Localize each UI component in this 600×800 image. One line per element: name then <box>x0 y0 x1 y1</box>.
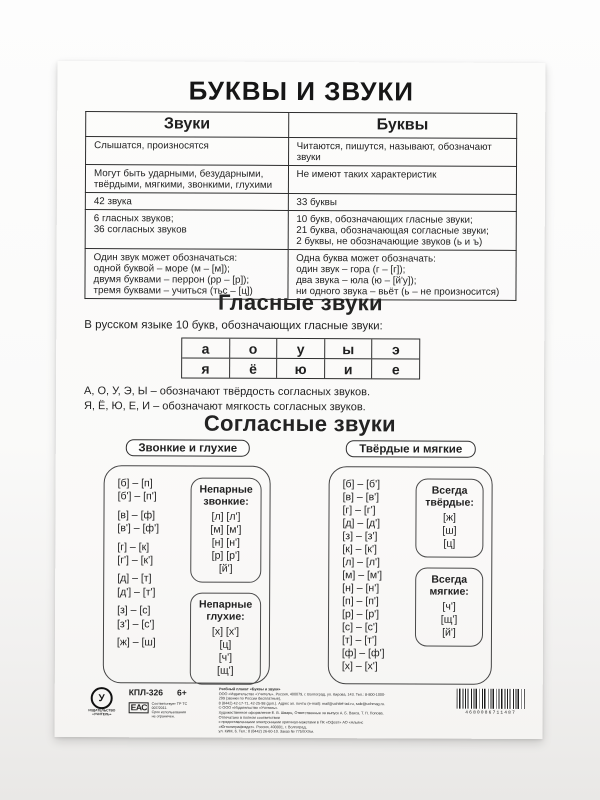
vowel-cell: о <box>229 339 277 358</box>
vowel-cell: ю <box>276 359 324 378</box>
eac-mark-icon: ЕАС <box>129 702 149 713</box>
unpaired-voiced-list <box>194 511 257 576</box>
sound-item: [ц] <box>219 638 232 651</box>
sound-item: [щ'] <box>217 664 234 677</box>
vowel-cell: у <box>276 339 324 358</box>
sound-item: [ц] <box>443 537 456 550</box>
poster-title: БУКВЫ И ЗВУКИ <box>188 75 415 107</box>
imprint-line: ул. КИМ, 6. Тел.: 8 (8442) 26-60-10. Заказ № 775/ХХХм. <box>218 730 314 735</box>
pair-group <box>342 478 409 673</box>
note-soft-vowels: Я, Ё, Ю, Е, И – обозначают мягкость согласных звуков. <box>83 399 366 413</box>
sound-pair: [д] – [д'] <box>342 517 381 530</box>
product-code: КПЛ-326 <box>128 687 164 698</box>
sound-item: [ш] <box>442 524 457 537</box>
sound-pair: [р] – [р'] <box>342 608 380 621</box>
cell-sounds: 6 гласных звуков; 36 согласных звуков <box>85 210 288 250</box>
sound-item: [ч'] <box>442 600 456 613</box>
uchitel-logo-icon <box>91 687 113 709</box>
vowel-cell: я <box>201 360 210 377</box>
sound-pair: [з] – [с] <box>117 604 151 617</box>
publisher-strip <box>82 687 526 765</box>
imprint-line: ООО «Издательство «Учитель». Россия, 400079, г. Волгоград, ул. Кирова, 143. Тел.: 8-800-1000-299 (звонки по России бесплатные), <box>218 692 386 702</box>
table-row <box>85 210 516 251</box>
sound-pair: [г] – [к] <box>117 540 150 553</box>
pair-group <box>118 477 184 504</box>
table-row <box>85 165 516 195</box>
imprint-line: Художественное оформление Е. В. Шварц. Ответственные за выпуск А. Б. Вакса, Т. П. Попова. Отпечатано в полном соответствии <box>218 711 384 720</box>
sound-item: [ж] <box>443 511 456 524</box>
sound-item: [н] [н'] <box>211 536 240 549</box>
imprint-line: с предоставленными электронными оригинал-макетами в ПК «Офсет» АО «Альянс «Югполиграфиздат». Россия, 400001, г. Волгоград, <box>218 720 364 730</box>
hard-soft-pairs-column <box>342 478 409 675</box>
code-row <box>129 687 215 697</box>
imprint-lines <box>219 688 387 736</box>
sound-item: [л] [л'] <box>211 510 241 523</box>
pair-group <box>117 509 183 536</box>
unpaired-voiced-box <box>190 478 261 583</box>
cell-sounds: Слышатся, произносятся <box>86 137 289 166</box>
sound-pair: [м] – [м'] <box>342 569 383 582</box>
vowels-intro: В русском языке 10 букв, обозначающих гласные звуки: <box>84 319 383 333</box>
barcode-bars-icon <box>457 689 525 709</box>
sound-pair: [б] – [б'] <box>342 478 381 491</box>
label-voiced-and-deaf: Звонкие и глухие <box>126 439 250 457</box>
pair-group <box>117 541 183 568</box>
sound-pair: [ж] – [ш] <box>116 636 156 649</box>
voiced-deaf-boxes-column <box>190 478 262 675</box>
always-hard-title: Всегда твёрдые: <box>425 484 474 509</box>
vowel-row-top <box>182 338 419 358</box>
pair-group <box>117 604 183 631</box>
cell-sounds: 42 звука <box>85 193 288 211</box>
comparison-table <box>84 111 517 301</box>
codes-block <box>129 687 215 730</box>
note-hard-vowels: А, О, У, Э, Ы – обозначают твёрдость согласных звуков. <box>84 385 371 399</box>
sound-pair: [ф] – [ф'] <box>341 647 385 660</box>
sound-item: [ч'] <box>218 651 233 664</box>
always-hard-box <box>415 479 483 558</box>
cell-letters: Читаются, пишутся, называют, обозначают звуки <box>288 137 517 166</box>
cell-letters: 10 букв, обозначающих гласные звуки; 21 буква, обозначающая согласные звуки; 2 буквы, не обозначающие звуков (ь и ъ) <box>288 210 517 250</box>
sound-pair: [в] – [в'] <box>342 491 380 504</box>
always-hard-list <box>419 512 479 551</box>
sound-pair: [п] – [п'] <box>342 595 379 608</box>
hard-soft-boxes-column <box>415 479 484 676</box>
sound-pair: [з'] – [с'] <box>116 617 155 631</box>
imprint-block <box>218 688 386 765</box>
sound-pair: [г'] – [к'] <box>117 554 154 567</box>
column-header-sounds: Звуки <box>86 112 289 138</box>
cell-letters: 33 буквы <box>288 193 517 211</box>
pair-group <box>117 573 183 600</box>
unpaired-deaf-box <box>190 593 261 685</box>
sound-item: [м] [м'] <box>210 523 242 536</box>
unpaired-deaf-title: Непарные глухие: <box>198 598 253 623</box>
table-row <box>85 193 516 212</box>
unpaired-voiced-title: Непарные звонкие: <box>199 483 253 508</box>
vowel-table <box>181 337 420 379</box>
pair-group <box>117 636 183 650</box>
sound-pair: [т] – [т'] <box>341 634 377 647</box>
imprint-line: Учебный плакат «Буквы и звуки» <box>218 687 281 692</box>
table-row <box>86 137 517 167</box>
vowel-cell: а <box>201 340 210 357</box>
sound-pair: [д'] – [т'] <box>117 586 156 599</box>
always-soft-title: Всегда мягкие: <box>429 573 469 598</box>
cell-sounds: Могут быть ударными, безударными, твёрдыми, мягкими, звонкими, глухими <box>85 165 288 194</box>
sound-pair: [в] – [ф] <box>117 509 156 522</box>
panel-hard-soft <box>328 466 493 685</box>
eac-note: Соответствует ТР ТС 007/2011. Срок использования не ограничен. <box>151 702 188 719</box>
sound-pair: [д] – [т] <box>117 572 152 585</box>
imprint-line: 8 (8442) 42-17-71, 42-25-98 (доп.). Адрес эл. почты (e-mail): mail@uchitel-izd.ru, sale@uchmag.ru. © ООО «Издательство «Учитель». <box>218 701 386 711</box>
consonants-heading: Согласные звуки <box>203 410 396 437</box>
sound-item: [х] [х'] <box>211 625 240 638</box>
sound-pair: [б'] – [п'] <box>117 490 157 503</box>
cell-letters: Одна буква может обозначать: один звук – гора (г – [г]); два звука – юла (ю – [й'у]); ни одного звука – вьёт (ь – не произносится) <box>288 249 517 300</box>
voiced-deaf-pairs-column <box>117 477 184 674</box>
vowel-cell: ё <box>229 359 277 378</box>
sound-item: [р] [р'] <box>211 549 240 562</box>
cell-sounds: Один звук может обозначаться: одной буквой – море (м – [м]); двумя буквами – перрон (рр – [р]); тремя буквами – учиться (тьс – [ц]) <box>85 249 288 300</box>
sound-pair: [г] – [г'] <box>342 504 376 517</box>
sound-item: [й'] <box>442 626 456 639</box>
label-hard-and-soft: Твёрдые и мягкие <box>346 440 476 458</box>
vowel-cell: э <box>372 339 420 358</box>
panel-voiced-deaf <box>103 465 271 684</box>
age-rating-badge: 6+ <box>176 687 187 698</box>
sound-pair: [л] – [л'] <box>342 556 380 569</box>
barcode-digits: 4680086711487 <box>465 709 516 715</box>
cell-letters: Не имеют таких характеристик <box>288 165 517 194</box>
always-soft-list <box>419 601 479 640</box>
sound-pair: [х] – [х'] <box>341 660 378 673</box>
sound-pair: [з] – [з'] <box>342 530 378 543</box>
sound-item: [щ'] <box>440 613 458 626</box>
vowel-cell: и <box>324 359 372 378</box>
sound-item: [й'] <box>218 562 233 575</box>
table-header-row <box>86 112 517 139</box>
publisher-logo <box>83 687 121 722</box>
barcode <box>455 689 527 717</box>
unpaired-deaf-list <box>194 626 257 678</box>
vowel-row-bottom <box>182 357 419 378</box>
vowels-heading: Гласные звуки <box>217 289 383 316</box>
sound-pair: [б] – [п] <box>117 477 153 490</box>
sound-pair: [с] – [с'] <box>341 621 378 634</box>
always-soft-box <box>415 568 483 647</box>
vowel-cell: е <box>371 359 419 378</box>
column-header-letters: Буквы <box>288 112 517 138</box>
vowel-cell: ы <box>324 339 372 358</box>
logo-letter: У <box>98 692 105 704</box>
sound-pair: [н] – [н'] <box>342 582 380 595</box>
logo-caption: ИЗДАТЕЛЬСТВО «УЧИТЕЛЬ» <box>88 709 116 717</box>
eac-row <box>129 702 215 730</box>
sound-pair: [к] – [к'] <box>342 543 377 556</box>
poster-sheet <box>55 61 546 739</box>
sound-pair: [в'] – [ф'] <box>117 522 160 535</box>
